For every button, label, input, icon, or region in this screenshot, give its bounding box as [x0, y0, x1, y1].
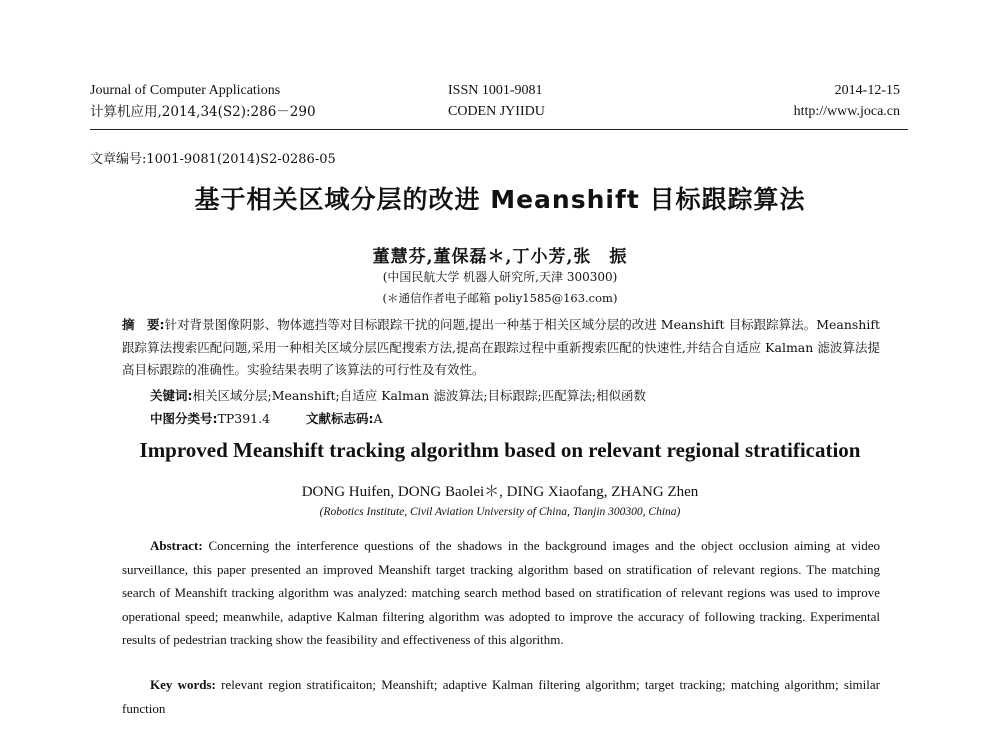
affiliation-zh: (中国民航大学 机器人研究所,天津 300300)	[382, 270, 618, 284]
abstract-zh-label: 摘 要:	[122, 317, 165, 332]
publish-date: 2014-12-15	[834, 83, 900, 98]
paper-title-zh: 基于相关区域分层的改进 Meanshift 目标跟踪算法	[194, 185, 806, 214]
journal-citation-zh: 计算机应用,2014,34(S2):286－290	[90, 104, 316, 120]
journal-name-en: Journal of Computer Applications	[90, 83, 281, 98]
keywords-en	[122, 673, 880, 720]
coden: CODEN JYIIDU	[448, 104, 545, 119]
keywords-zh-text: 相关区域分层;Meanshift;自适应 Kalman 滤波算法;目标跟踪;匹配算法;相似函数	[192, 388, 646, 403]
paper-title-en: Improved Meanshift tracking algorithm based on relevant regional stratification	[139, 438, 861, 462]
doc-code-value: A	[373, 411, 383, 426]
keywords-zh	[150, 385, 880, 408]
keywords-en-text: relevant region stratificaiton; Meanshift; adaptive Kalman filtering algorithm; target tracking; matching algorithm; similar function	[122, 677, 880, 716]
clc-label: 中图分类号:	[150, 411, 218, 426]
header-divider	[90, 129, 908, 130]
affiliation-en: (Robotics Institute, Civil Aviation University of China, Tianjin 300300, China)	[319, 506, 681, 518]
article-number: 文章编号:1001-9081(2014)S2-0286-05	[90, 152, 336, 167]
issn: ISSN 1001-9081	[448, 83, 543, 98]
authors-zh: 董慧芬,董保磊＊,丁小芳,张 振	[372, 247, 628, 267]
doc-code-label: 文献标志码:	[306, 411, 374, 426]
abstract-en	[122, 534, 880, 652]
abstract-zh-text: 针对背景图像阴影、物体遮挡等对目标跟踪干扰的问题,提出一种基于相关区域分层的改进 Meanshift 目标跟踪算法。Meanshift 跟踪算法搜索匹配问题,采用一种相关区域分层匹配搜索方法,提高在跟踪过程中重新搜索匹配的快速性,并结合自适应 Kalman 滤波算法提高目标跟踪的准确性。实验结果表明了该算法的可行性及有效性。	[122, 317, 881, 377]
keywords-en-label: Key words:	[150, 677, 216, 692]
authors-en: DONG Huifen, DONG Baolei＊, DING Xiaofang, ZHANG Zhen	[301, 484, 699, 500]
journal-url[interactable]: http://www.joca.cn	[793, 104, 900, 119]
keywords-zh-label: 关键词:	[150, 388, 193, 403]
corresponding-email-zh: (＊通信作者电子邮箱 poliy1585@163.com)	[382, 291, 618, 305]
abstract-en-text: Concerning the interference questions of the shadows in the background images and the object occlusion aiming at video surveillance, this paper presented an improved Meanshift target tracking algorithm based on stratification of relevant regions. The matching search of Meanshift tracking algorithm was analyzed: matching search method based on stratification of relevant regions was used to improve operational speed; meanwhile, adaptive Kalman filtering algorithm was adopted to improve the accuracy of following tracking. Experimental results of pedestrian tracking show the feasibility and effectiveness of this algorithm.	[122, 538, 880, 647]
abstract-zh	[122, 314, 880, 382]
classification-zh	[150, 409, 383, 427]
clc-value: TP391.4	[217, 411, 271, 426]
abstract-en-label: Abstract:	[150, 538, 203, 553]
